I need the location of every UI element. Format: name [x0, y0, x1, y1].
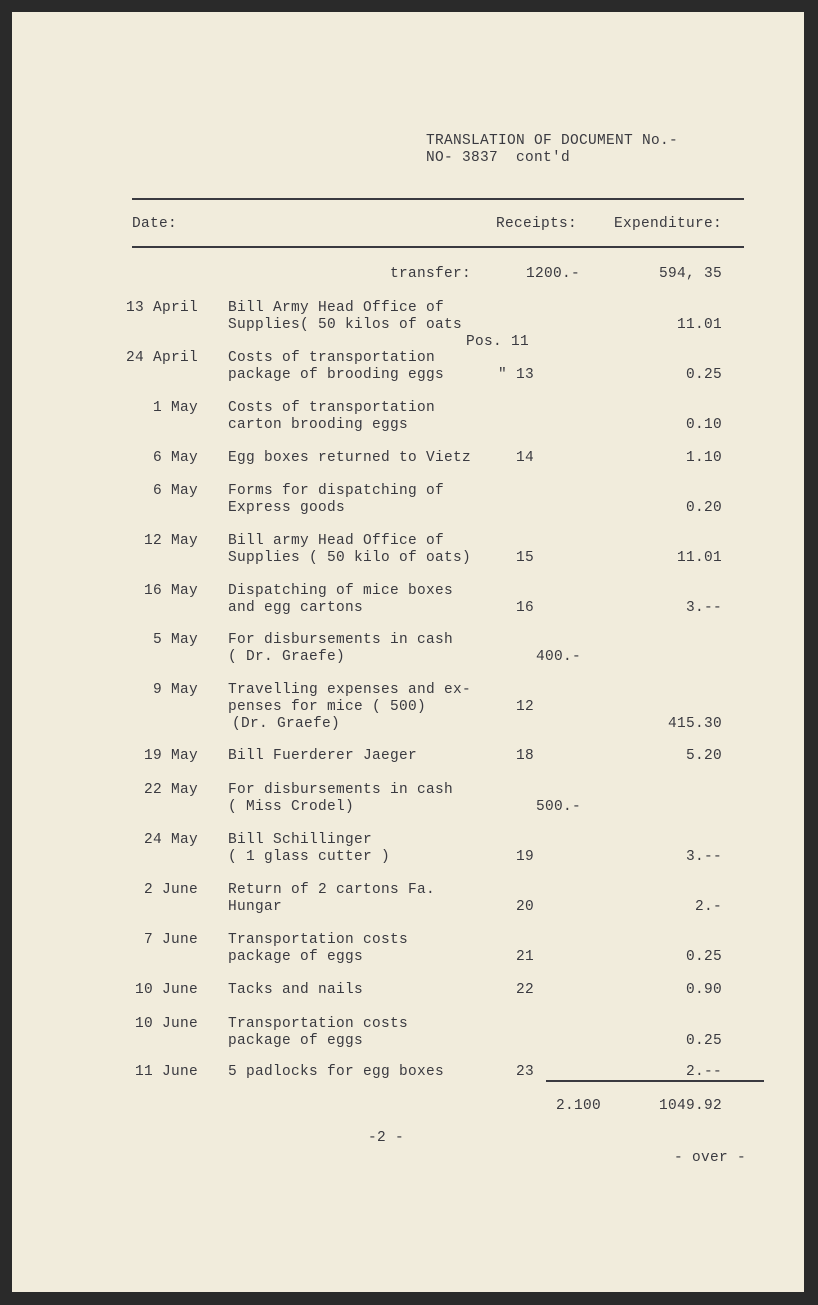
entry-expenditure: 3.--	[685, 600, 722, 616]
entry-date: 5 May	[152, 632, 198, 648]
entry-date: 11 June	[134, 1064, 198, 1080]
entry-description-line2: ( 1 glass cutter )	[228, 849, 391, 865]
entry-description-line1: Dispatching of mice boxes	[228, 583, 454, 599]
entry-date: 7 June	[143, 932, 198, 948]
entry-receipts: 400.-	[536, 649, 582, 665]
entry-expenditure: 0.90	[685, 982, 722, 998]
entry-description-line2: Express goods	[228, 500, 346, 516]
entry-expenditure: 11.01	[676, 550, 722, 566]
entry-reference: 20	[516, 899, 535, 915]
entry-description-line1: Bill Schillinger	[228, 832, 373, 848]
entry-description-line1: Travelling expenses and ex-	[228, 682, 472, 698]
entry-reference: 23	[516, 1064, 535, 1080]
entry-date: 6 May	[152, 450, 198, 466]
page-number: -2 -	[368, 1130, 405, 1146]
entry-reference: 18	[516, 748, 535, 764]
entry-description-line2: package of brooding eggs	[228, 367, 445, 383]
entry-description-line2: ( Dr. Graefe)	[228, 649, 346, 665]
entry-reference: 22	[516, 982, 535, 998]
entry-date: 6 May	[152, 483, 198, 499]
entry-description-line1: Costs of transportation	[228, 400, 436, 416]
entry-expenditure: 0.25	[685, 367, 722, 383]
entry-description-line2: Supplies ( 50 kilo of oats)	[228, 550, 472, 566]
entry-date: 24 April	[125, 350, 198, 366]
entry-date: 19 May	[143, 748, 198, 764]
entry-reference: 15	[516, 550, 535, 566]
entry-description-line1: Return of 2 cartons Fa.	[228, 882, 436, 898]
entry-reference: " 13	[498, 367, 535, 383]
entry-expenditure: 11.01	[676, 317, 722, 333]
entry-description-line2: package of eggs	[228, 1033, 364, 1049]
entry-description-line2: penses for mice ( 500)	[228, 699, 427, 715]
entry-expenditure: 3.--	[685, 849, 722, 865]
transfer-receipts: 1200.-	[526, 266, 581, 282]
entry-reference: 19	[516, 849, 535, 865]
header-rule	[132, 246, 744, 248]
column-expenditure: Expenditure:	[614, 216, 723, 232]
entry-receipts: 500.-	[536, 799, 582, 815]
entry-description-line1: Forms for dispatching of	[228, 483, 445, 499]
entry-description-line1: Tacks and nails	[228, 982, 364, 998]
over-note: - over -	[674, 1150, 747, 1166]
column-date: Date:	[132, 216, 178, 232]
entry-description-line1: Egg boxes returned to Vietz	[228, 450, 472, 466]
total-rule	[546, 1080, 764, 1082]
entry-expenditure: 0.10	[685, 417, 722, 433]
entry-date: 2 June	[143, 882, 198, 898]
total-expenditure: 1049.92	[658, 1098, 722, 1114]
entry-date: 16 May	[143, 583, 198, 599]
entry-date: 13 April	[125, 300, 198, 316]
top-rule	[132, 198, 744, 200]
entry-expenditure: 415.30	[667, 716, 722, 732]
entry-description-line1: Costs of transportation	[228, 350, 436, 366]
entry-description-line2: Supplies( 50 kilos of oats	[228, 317, 463, 333]
entry-description-line1: Transportation costs	[228, 932, 409, 948]
entry-description-line1: 5 padlocks for egg boxes	[228, 1064, 445, 1080]
transfer-label: transfer:	[390, 266, 472, 282]
entry-expenditure: 0.25	[685, 1033, 722, 1049]
entry-expenditure: 0.25	[685, 949, 722, 965]
entry-date: 24 May	[143, 832, 198, 848]
entry-description-line3: (Dr. Graefe)	[232, 716, 341, 732]
transfer-expenditure: 594, 35	[658, 266, 722, 282]
entry-date: 12 May	[143, 533, 198, 549]
entry-date: 10 June	[134, 982, 198, 998]
entry-expenditure: 2.-	[694, 899, 722, 915]
total-receipts: 2.100	[556, 1098, 602, 1114]
entry-reference: 16	[516, 600, 535, 616]
entry-reference: 14	[516, 450, 535, 466]
entry-description-line2: package of eggs	[228, 949, 364, 965]
entry-expenditure: 1.10	[685, 450, 722, 466]
entry-description-line1: Bill army Head Office of	[228, 533, 445, 549]
column-receipts: Receipts:	[496, 216, 578, 232]
entry-description-line2: and egg cartons	[228, 600, 364, 616]
entry-description-line3: Pos. 11	[466, 334, 530, 350]
entry-description-line1: Transportation costs	[228, 1016, 409, 1032]
entry-description-line1: For disbursements in cash	[228, 632, 454, 648]
entry-description-line2: Hungar	[228, 899, 283, 915]
entry-expenditure: 2.--	[685, 1064, 722, 1080]
entry-date: 22 May	[143, 782, 198, 798]
header-title: TRANSLATION OF DOCUMENT No.-	[426, 133, 679, 149]
entry-description-line1: For disbursements in cash	[228, 782, 454, 798]
entry-reference: 21	[516, 949, 535, 965]
entry-expenditure: 5.20	[685, 748, 722, 764]
entry-reference: 12	[516, 699, 535, 715]
header-doc-number: NO- 3837 cont'd	[426, 150, 571, 166]
entry-description-line2: carton brooding eggs	[228, 417, 409, 433]
entry-date: 9 May	[152, 682, 198, 698]
entry-expenditure: 0.20	[685, 500, 722, 516]
entry-description-line2: ( Miss Crodel)	[228, 799, 355, 815]
entry-date: 10 June	[134, 1016, 198, 1032]
entry-date: 1 May	[152, 400, 198, 416]
entry-description-line1: Bill Fuerderer Jaeger	[228, 748, 418, 764]
entry-description-line1: Bill Army Head Office of	[228, 300, 445, 316]
